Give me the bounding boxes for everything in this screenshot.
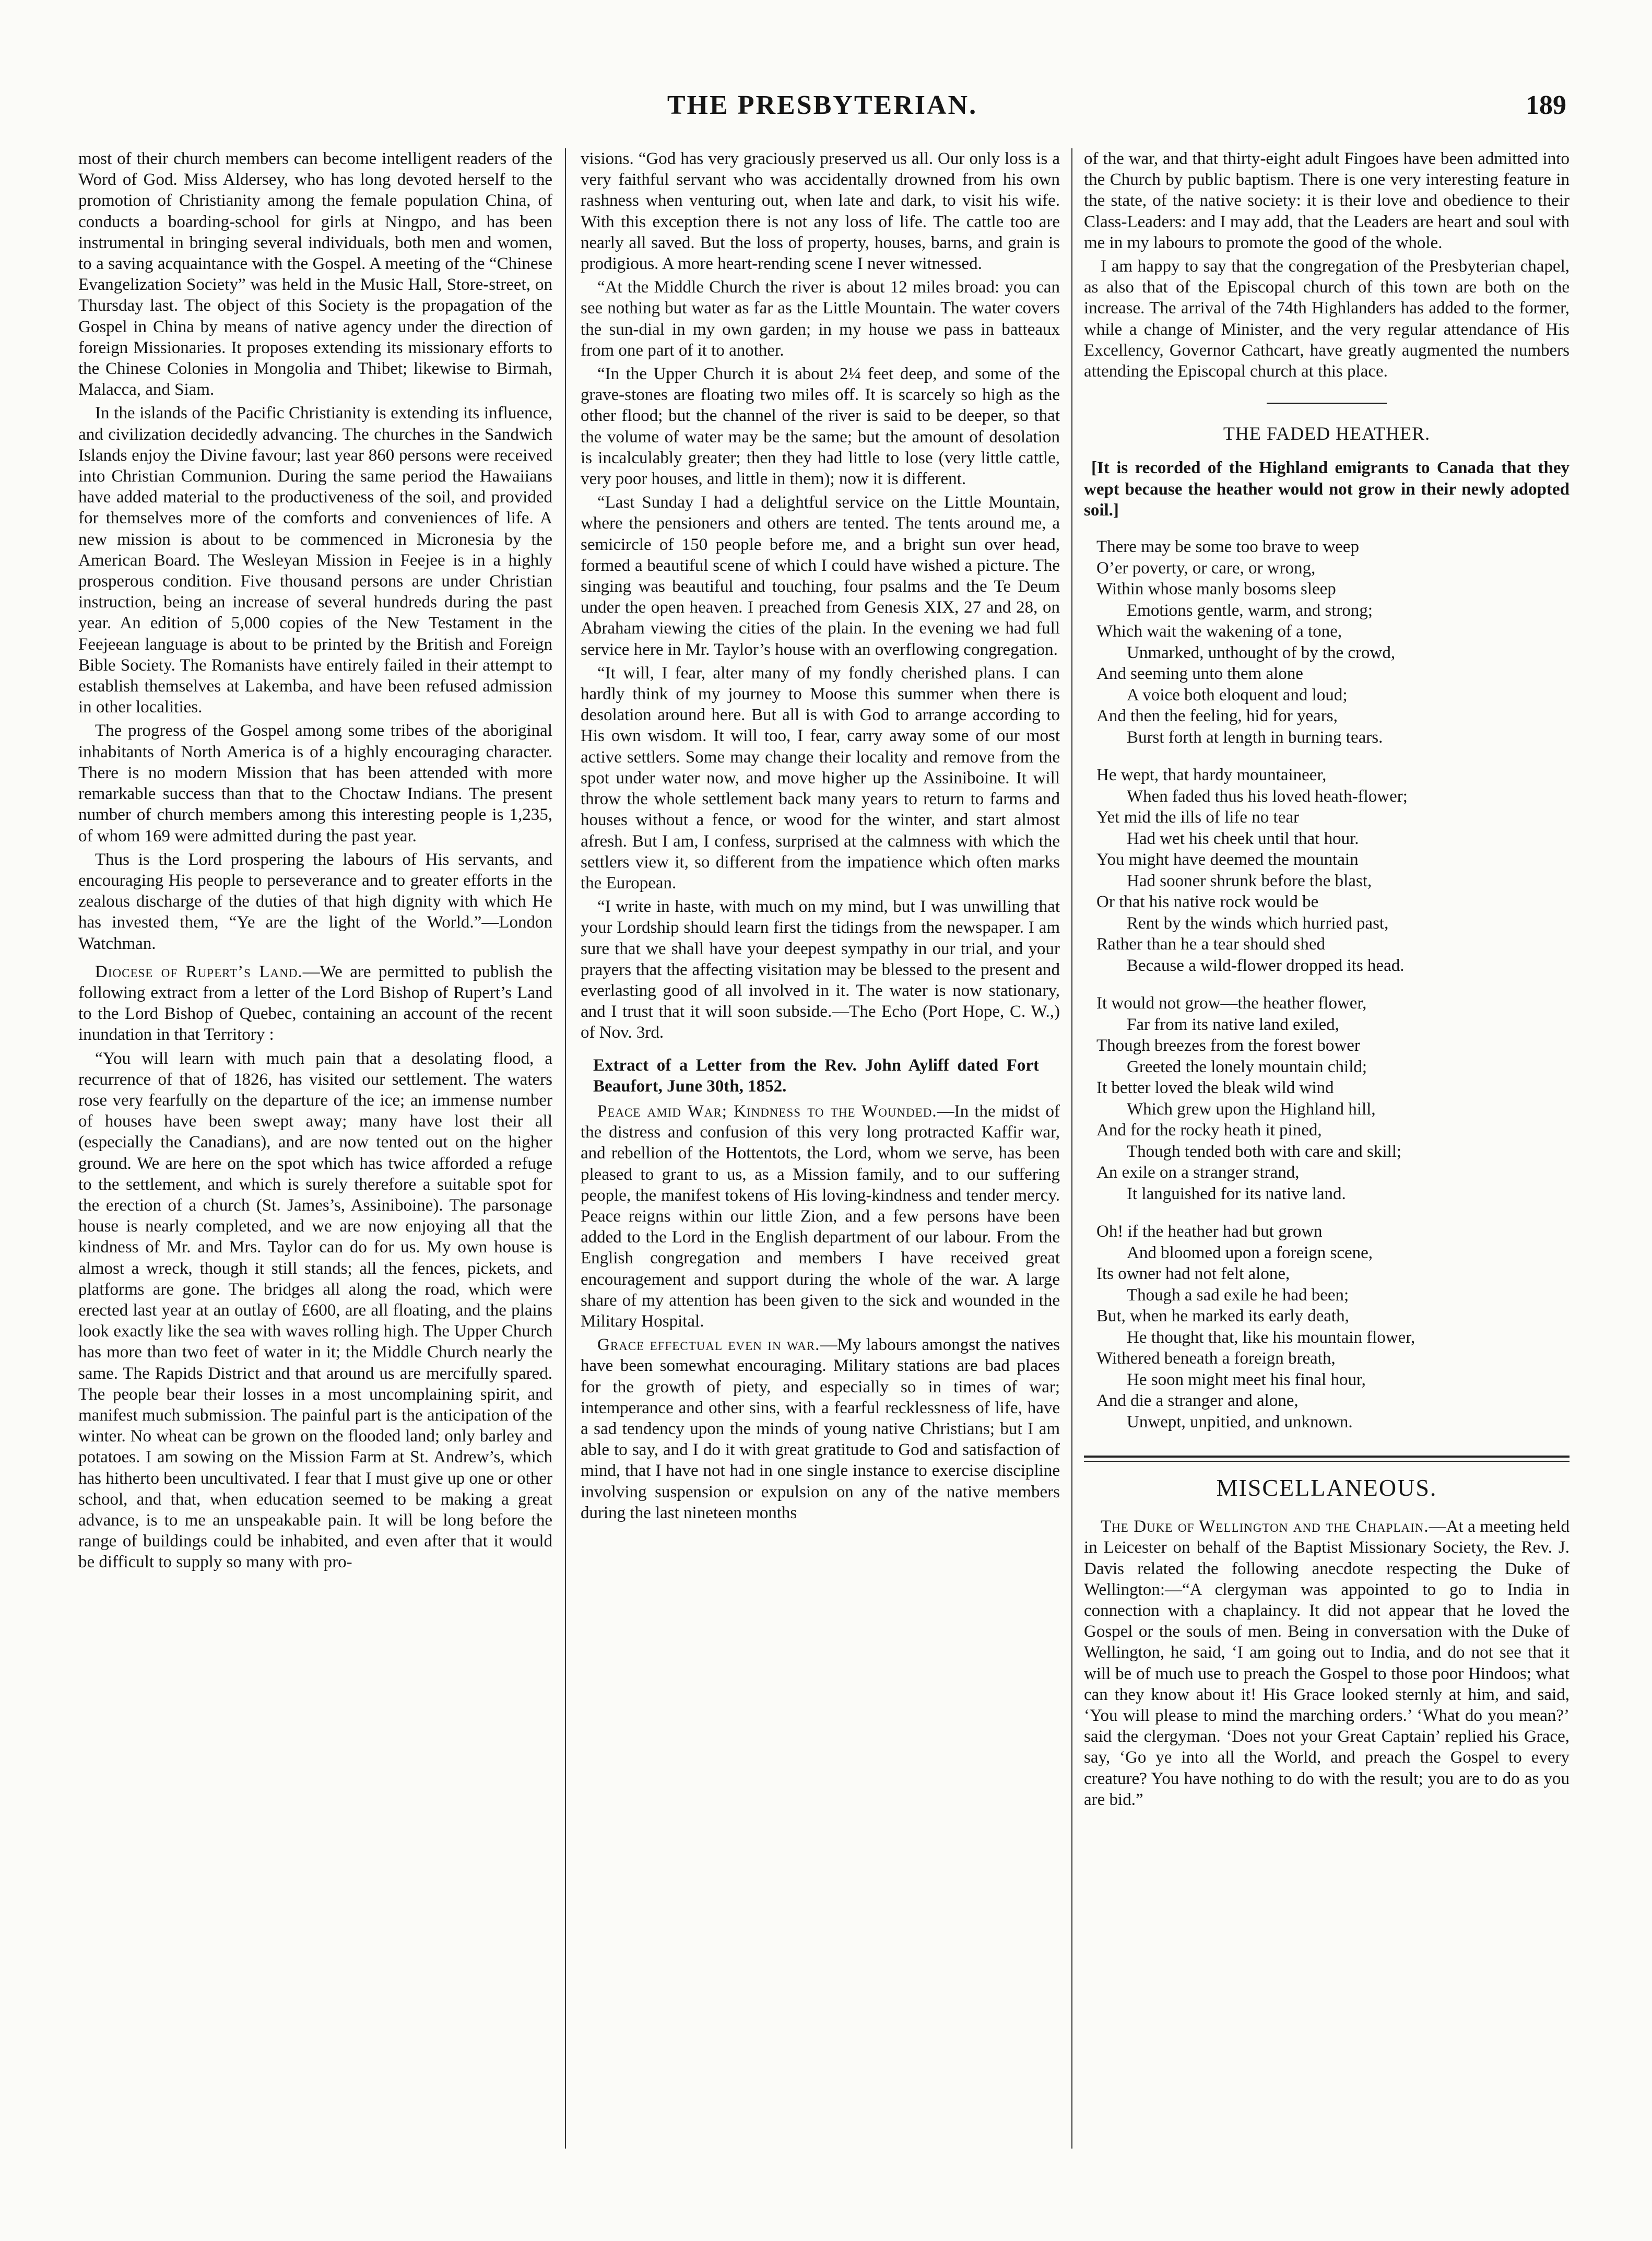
poem-stanza bbox=[1096, 765, 1570, 976]
poem-line: Rather than he a tear should shed bbox=[1096, 935, 1326, 954]
poem-line: An exile on a stranger strand, bbox=[1096, 1163, 1300, 1182]
diocese-article bbox=[78, 961, 552, 1046]
poem-line: He thought that, like his mountain flower, bbox=[1127, 1328, 1415, 1347]
page-number: 189 bbox=[1526, 90, 1566, 120]
article-paragraph: Thus is the Lord prospering the labours of His servants, and encouraging His people to perseverance and to greater efforts in the zealous discharge of the duties of that high dignity with which He has invested them, “Ye are the light of the World.”—London Watchman. bbox=[78, 850, 552, 953]
poem-line: Yet mid the ills of life no tear bbox=[1096, 808, 1300, 827]
poem-line: It would not grow—the heather flower, bbox=[1096, 994, 1367, 1013]
poem-line: He soon might meet his final hour, bbox=[1127, 1370, 1366, 1389]
column-rule-right bbox=[1071, 148, 1072, 2149]
diocese-lead: Diocese of Rupert’s Land. bbox=[95, 962, 303, 981]
poem-stanza bbox=[1096, 993, 1570, 1204]
poem-line: O’er poverty, or care, or wrong, bbox=[1096, 558, 1316, 578]
poem-line: Though tended both with care and skill; bbox=[1127, 1142, 1402, 1161]
section-double-rule bbox=[1084, 1456, 1570, 1462]
miscellaneous-heading: MISCELLANEOUS. bbox=[1216, 1474, 1437, 1501]
article-paragraph: “At the Middle Church the river is about 12 miles broad: you can see nothing but water as far as the Little Mountain. The water covers the sun-dial in my own garden; in my house we pass in batteaux from one part of it to another. bbox=[581, 278, 1060, 360]
poem-line: Had wet his cheek until that hour. bbox=[1127, 829, 1359, 848]
article-paragraph: I am happy to say that the congregation of the Presbyterian chapel, as also that of the Episcopal church of this town are both on the increase. The arrival of the 74th Highlanders has added to the former, while a change of Minister, and the very regular attendance of His Excellency, Governor Cathcart, have greatly augmented the numbers attending the Episcopal church at this place. bbox=[1084, 257, 1570, 381]
diocese-text: —We are permitted to publish the following extract from a letter of the Lord Bishop of Rupert’s Land to the Lord Bishop of Quebec, containing an account of the recent inundation in that Territory : bbox=[78, 962, 552, 1045]
poem-line: Because a wild-flower dropped its head. bbox=[1127, 956, 1405, 975]
poem-line: Within whose manly bosoms sleep bbox=[1096, 580, 1336, 599]
column-middle bbox=[581, 148, 1060, 1526]
section-divider bbox=[1267, 403, 1387, 404]
duke-lead: The Duke of Wellington and the Chaplain. bbox=[1101, 1517, 1429, 1536]
poem-line: But, when he marked its early death, bbox=[1096, 1307, 1349, 1326]
article-paragraph: “It will, I fear, alter many of my fondly cherished plans. I can hardly think of my journey to Moose this summer when there is desolation around here. But all is with God to arrange according to His own wisdom. It will too, I fear, carry away some of our most active settlers. Some may change their locality and remove from the spot under water now, and move higher up the Assiniboine. It will throw the whole settlement back many years to return to farms and houses without a fence, or wood for the winter, and start almost afresh. But I am, I confess, surprised at the calmness with which the settlers view it, so different from the impatience which often marks the European. bbox=[581, 663, 1060, 893]
journal-title: THE PRESBYTERIAN. bbox=[667, 90, 978, 120]
letter-byline: Extract of a Letter from the Rev. John Ayliff dated Fort Beaufort, June 30th, 1852. bbox=[593, 1055, 1039, 1096]
poem-title: THE FADED HEATHER. bbox=[1223, 423, 1431, 444]
poem-line: Or that his native rock would be bbox=[1096, 893, 1319, 912]
poem-line: There may be some too brave to weep bbox=[1096, 537, 1360, 557]
article-paragraph: “Last Sunday I had a delightful service on the Little Mountain, where the pensioners and others are tented. The tents around me, a semicircle of 150 people before me, and a bright sun over head, formed a beautiful scene of which I could have wished a picture. The singing was beautiful and touching, four psalms and the Te Deum under the open heaven. I preached from Genesis XIX, 27 and 28, on Abraham viewing the cities of the plain. In the evening we had full service here in Mr. Taylor’s house with an overflowing congregation. bbox=[581, 493, 1060, 659]
article-paragraph: “I write in haste, with much on my mind, but I was unwilling that your Lordship should learn first the tidings from the newspaper. I am sure that we shall have your deepest sympathy in our trial, and your prayers that the affecting visitation may be blessed to the present and everlasting good of all involved in it. The water is now stationary, and I trust that it will soon subside.—The Echo (Port Hope, C. W.,) of Nov. 3rd. bbox=[581, 897, 1060, 1042]
bishop-letter: “You will learn with much pain that a desolating flood, a recurrence of that of 1826, has visited our settlement. The waters rose very fearfully on the departure of the ice; an immense number of houses have been swept away; many have lost their all (especially the Canadians), and are now tented out on the higher ground. We are here on the spot which has twice afforded a refuge to the settlement, and which is surely therefore a suitable spot for the erection of a church (St. James’s, Assiniboine). The parsonage house is nearly completed, and we are now enjoying all that the kindness of Mr. and Mrs. Taylor can do for us. My own house is almost a wreck, though it still stands; all the fences, pickets, and platforms are gone. The bridges all along the road, which were erected last year at an outlay of £600, are all floating, and the plains look exactly like the sea with waves rolling high. The Upper Church has more than two feet of water in it; the Middle Church nearly the same. The Rapids District and that around us are mercifully spared. The people bear their losses in a most uncomplaining spirit, and manifest much submission. The painful part is the anticipation of the winter. No wheat can be grown on the flooded land; only barley and potatoes. I am sowing on the Mission Farm at St. Andrew’s, which has hitherto been uncultivated. I fear that I must give up one or other school, and that, when education seemed to be making a great advance, is to me an unspeakable pain. It will be long before the range of buildings could be inhabited, and even after that it would be difficult to supply so many with pro- bbox=[78, 1049, 552, 1572]
poem-line: Rent by the winds which hurried past, bbox=[1127, 913, 1389, 933]
poem-line: Withered beneath a foreign breath, bbox=[1096, 1349, 1336, 1368]
article-paragraph: most of their church members can become intelligent readers of the Word of God. Miss Aldersey, who has long devoted herself to the promotion of Christianity among the female population China, of conducts a boarding-school for girls at Ningpo, and has been instrumental in bringing several individuals, both men and women, to a saving acquaintance with the Gospel. A meeting of the “Chinese Evangelization Society” was held in the Music Hall, Store-street, on Thursday last. The object of this Society is the propagation of the Gospel in China by means of native agency under the direction of foreign Missionaries. It proposes extending its missionary efforts to the Chinese Colonies in Mongolia and Thibet; likewise to Birmah, Malacca, and Siam. bbox=[78, 149, 552, 400]
column-rule-left bbox=[565, 148, 566, 2149]
poem-line: Emotions gentle, warm, and strong; bbox=[1127, 601, 1373, 620]
column-left bbox=[78, 148, 552, 1576]
poem-line: Unmarked, unthought of by the crowd, bbox=[1127, 643, 1396, 662]
poem-line: Which wait the wakening of a tone, bbox=[1096, 622, 1342, 641]
poem-line: Which grew upon the Highland hill, bbox=[1127, 1099, 1376, 1119]
poem-line: And die a stranger and alone, bbox=[1096, 1391, 1299, 1411]
poem-line: Far from its native land exiled, bbox=[1127, 1015, 1339, 1034]
running-head bbox=[78, 90, 1566, 126]
article-paragraph: The progress of the Gospel among some tribes of the aboriginal inhabitants of North America is of a highly encouraging character. There is no modern Mission that has been attended with more remarkable success than that to the Choctaw Indians. The present number of church members among this interesting people is 1,235, of whom 169 were admitted during the past year. bbox=[78, 721, 552, 846]
poem-line: And for the rocky heath it pined, bbox=[1096, 1121, 1322, 1140]
grace-lead: Grace effectual even in war. bbox=[597, 1335, 820, 1355]
poem-stanza bbox=[1096, 1221, 1570, 1433]
poem-note: [It is recorded of the Highland emigrants to Canada that they wept because the heather would not grow in their newly adopted soil.] bbox=[1084, 459, 1570, 520]
article-paragraph: In the islands of the Pacific Christianity is extending its influence, and civilization decidedly advancing. The churches in the Sandwich Islands enjoy the Divine favour; last year 860 persons were received into Christian Communion. During the same period the Hawaiians have added material to the productiveness of the soil, and provided for themselves more of the comforts and conveniences of life. A new mission is about to be commenced in Micronesia by the American Board. The Wesleyan Mission in Feejee is in a highly prosperous condition. Five thousand persons are under Christian instruction, being an increase of several hundreds during the past year. An edition of 5,000 copies of the New Testament in the Feejeean language is about to be printed by the British and Foreign Bible Society. The Romanists have entirely failed in their attempt to establish themselves at Lakemba, and have been refused admission in other localities. bbox=[78, 404, 552, 717]
poem-line: Though a sad exile he had been; bbox=[1127, 1285, 1349, 1305]
grace-text: —My labours amongst the natives have been somewhat encouraging. Military stations are bad places for the growth of piety, and especially so in times of war; intemperance and other sins, with a fearful recklessness of life, have a sad tendency upon the minds of young native Christians; but I am able to say, and I do it with great gratitude to God and satisfaction of mind, that I have not had in one single instance to exercise discipline involving suspension or expulsion on any of the native members during the last nineteen months bbox=[581, 1335, 1060, 1522]
poem-line: You might have deemed the mountain bbox=[1096, 850, 1359, 870]
poem-line: Unwept, unpitied, and unknown. bbox=[1127, 1412, 1353, 1432]
poem-line: Oh! if the heather had but grown bbox=[1096, 1222, 1323, 1241]
article-paragraph: visions. “God has very graciously preserved us all. Our only loss is a very faithful servant who was accidentally drowned from his own rashness when venturing out, when late and dark, to visit his wife. With this exception there is not any loss of life. The cattle too are nearly all saved. But the loss of property, houses, barns, and grain is prodigious. A more heart-rending scene I never witnessed. bbox=[581, 149, 1060, 274]
poem-line: Greeted the lonely mountain child; bbox=[1127, 1057, 1367, 1076]
column-right bbox=[1084, 148, 1570, 1813]
poem-line: When faded thus his loved heath-flower; bbox=[1127, 787, 1408, 806]
article-paragraph: of the war, and that thirty-eight adult Fingoes have been admitted into the Church by public baptism. There is one very interesting feature in the state, of the native society: it is their love and obedience to their Class-Leaders: and I may add, that the Leaders are heart and soul with me in my labours to promote the good of the whole. bbox=[1084, 149, 1570, 252]
article-paragraph: “In the Upper Church it is about 2¼ feet deep, and some of the grave-stones are floating two miles off. It is scarcely so high as the other flood; but the channel of the river is said to be deeper, so that the volume of water may be the same; but the amount of desolation is incalculably greater; then they had little to lose (very little cattle, very poor houses, and little in them); now it is different. bbox=[581, 365, 1060, 489]
poem-line: Its owner had not felt alone, bbox=[1096, 1264, 1290, 1284]
peace-lead: Peace amid War; Kindness to the Wounded. bbox=[597, 1101, 937, 1121]
poem-line: He wept, that hardy mountaineer, bbox=[1096, 766, 1327, 785]
peace-text: —In the midst of the distress and confusion of this very long protracted Kaffir war, and rebellion of the Hottentots, the Lord, whom we serve, has been pleased to grant to us, as a Mission family, and to our suffering people, the manifest tokens of His loving-kindness and tender mercy. Peace reigns within our little Zion, and a few persons have been added to the Lord in the English department of our labour. From the English congregation and members I have received great encouragement and support during the whole of the war. A large share of my attention has been given to the sick and wounded in the Military Hospital. bbox=[581, 1101, 1060, 1331]
poem-line: And bloomed upon a foreign scene, bbox=[1127, 1243, 1373, 1262]
duke-text: —At a meeting held in Leicester on behalf of the Baptist Missionary Society, the Rev. J. Davis related the following anecdote respecting the Duke of Wellington:—“A clergyman was appointed to go to India in connection with a chaplaincy. It did not appear that he loved the Gospel or the souls of men. Being in conversation with the Duke of Wellington, he said, ‘I am going out to India, and do not see that it will be of much use to preach the Gospel to those poor Hindoos; what can they know about it! His Grace looked sternly at him, and said, ‘You will please to mind the marching orders.’ ‘What do you mean?’ said the clergyman. ‘Does not your Great Captain’ replied his Grace, say, ‘Go ye into all the World, and preach the Gospel to every creature? You have nothing to do with the result; you are to do as you are bid.” bbox=[1084, 1517, 1570, 1809]
poem-line: Burst forth at length in burning tears. bbox=[1127, 728, 1383, 747]
poem-line: And seeming unto them alone bbox=[1096, 664, 1303, 684]
poem-line: Though breezes from the forest bower bbox=[1096, 1036, 1360, 1055]
grace-article bbox=[581, 1334, 1060, 1523]
poem-stanza bbox=[1096, 536, 1570, 748]
poem-line: It better loved the bleak wild wind bbox=[1096, 1078, 1334, 1098]
poem-line: It languished for its native land. bbox=[1127, 1184, 1346, 1203]
poem-line: A voice both eloquent and loud; bbox=[1127, 685, 1348, 705]
duke-article bbox=[1084, 1516, 1570, 1810]
poem-line: And then the feeling, hid for years, bbox=[1096, 707, 1338, 726]
peace-article bbox=[581, 1101, 1060, 1332]
poem-line: Had sooner shrunk before the blast, bbox=[1127, 871, 1372, 890]
